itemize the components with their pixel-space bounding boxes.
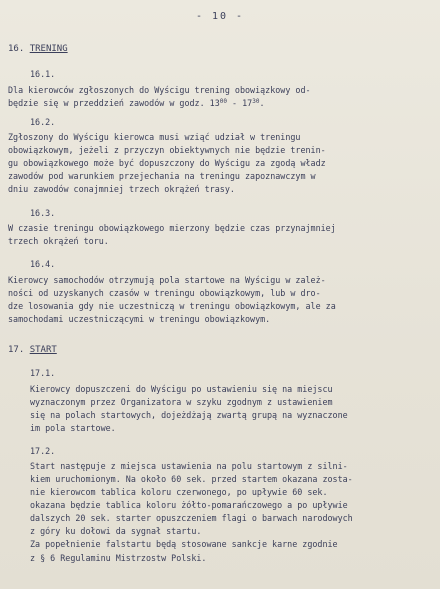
item-16-3-line: W czasie treningu obowiązkowego mierzony będzie czas przynajmniej xyxy=(8,223,336,233)
item-16-4-number: 16.4. xyxy=(30,259,56,269)
item-17-1-line: im pola startowe. xyxy=(30,423,116,433)
item-17-2-line: okazana będzie tablica koloru żółto-pomarańczowego a po upływie xyxy=(30,500,348,510)
item-17-1-line: wyznaczonym przez Organizatora w szyku zgodnym z ustawieniem xyxy=(30,397,333,407)
item-16-1-line: Dla kierowców zgłoszonych do Wyścigu trening obowiązkowy od- xyxy=(8,85,311,95)
item-17-1-line: się na polach startowych, dojeżdżają zwartą grupą na wyznaczone xyxy=(30,410,348,420)
section-number: 16. xyxy=(8,44,25,54)
item-17-1-line: Kierowcy dopuszczeni do Wyścigu po ustawieniu się na miejscu xyxy=(30,384,333,394)
item-16-2-line: Zgłoszony do Wyścigu kierowca musi wziąć udział w treningu xyxy=(8,132,301,142)
item-16-4-line: Kierowcy samochodów otrzymują pola startowe na Wyścigu w zależ- xyxy=(8,275,326,285)
item-16-2-line: gu obowiązkowego może być dopuszczony do Wyścigu za zgodą władz xyxy=(8,158,326,168)
item-17-2-line: nie kierowcom tablica koloru czerwonego, po upływie 60 sek. xyxy=(30,487,328,497)
item-17-2-line: z góry ku dołowi da sygnał startu. xyxy=(30,526,202,536)
item-16-2-number: 16.2. xyxy=(30,117,56,127)
page-number: - 10 - xyxy=(195,11,245,22)
item-17-2-line: Za popełnienie falstartu będą stosowane sankcje karne zgodnie xyxy=(30,539,338,549)
section-17-heading xyxy=(8,345,440,355)
section-title: TRENING xyxy=(29,44,68,54)
item-17-2-line: dalszych 20 sek. starter opuszczeniem flagi o barwach narodowych xyxy=(30,513,353,523)
section-16-heading xyxy=(8,44,440,54)
item-16-4-line: ności od uzyskanych czasów w treningu obowiązkowym, lub w dro- xyxy=(8,288,321,298)
section-number: 17. xyxy=(8,345,25,355)
item-16-3-line: trzech okrążeń toru. xyxy=(8,236,109,246)
item-17-1-number: 17.1. xyxy=(30,368,56,378)
item-16-1-line: będzie się w przeddzień zawodów w godz. $13^{00} - 17^{30}$. xyxy=(8,98,265,108)
item-16-2-line: zawodów pod warunkiem przejechania na treningu zapoznawczym w xyxy=(8,171,316,181)
item-16-1-number: 16.1. xyxy=(30,69,56,79)
item-16-2-line: obowiązkowym, jeżeli z przyczyn obiektywnych nie będzie trenin- xyxy=(8,145,326,155)
item-16-4-line: samochodami uczestniczącymi w treningu obowiązkowym. xyxy=(8,314,271,324)
section-title: START xyxy=(29,345,57,355)
item-16-4-line: dze losowania gdy nie uczestniczą w treningu obowiązkowym, ale za xyxy=(8,301,336,311)
item-16-2-line: dniu zawodów conajmniej trzech okrążeń trasy. xyxy=(8,184,235,194)
item-17-2-line: Start następuje z miejsca ustawienia na polu startowym z silni- xyxy=(30,461,348,471)
item-17-2-number: 17.2. xyxy=(30,446,56,456)
item-16-3-number: 16.3. xyxy=(30,208,56,218)
item-17-2-line: z § 6 Regulaminu Mistrzostw Polski. xyxy=(30,553,207,563)
item-17-2-line: kiem uruchomionym. Na około 60 sek. przed startem okazana zosta- xyxy=(30,474,353,484)
